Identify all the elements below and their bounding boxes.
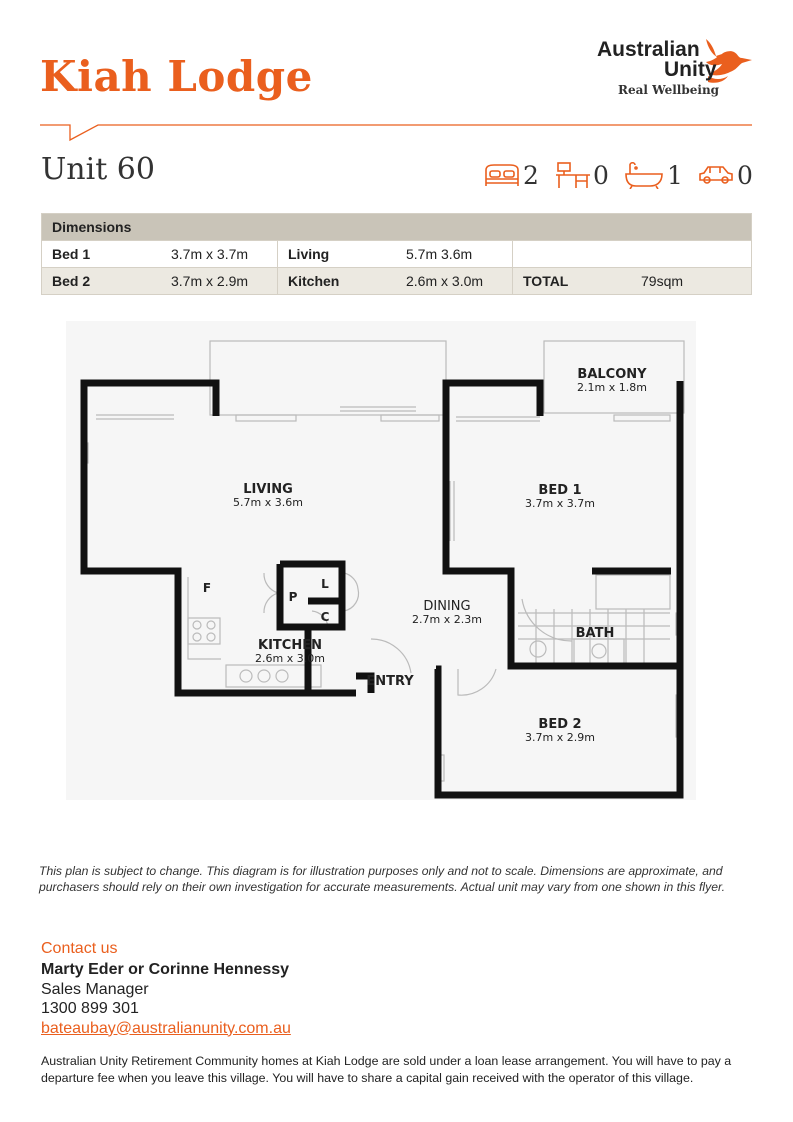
- cell-value: 3.7m x 2.9m: [161, 268, 278, 295]
- bath-icon: [624, 161, 664, 189]
- disclaimer: This plan is subject to change. This diagram is for illustration purposes only and not to scale. Dimensions are approximate, and purchasers should rely on their own investigation for accurate measurements. Actual unit may vary from one shown in this flyer.: [39, 864, 725, 894]
- room-kitchen-size: 2.6m x 3.0m: [255, 652, 325, 665]
- room-balcony-name: BALCONY: [577, 367, 647, 382]
- room-bed1-size: 3.7m x 3.7m: [525, 497, 595, 510]
- floor-plan: [66, 321, 696, 800]
- bed-icon: [484, 162, 520, 188]
- cell-label: TOTAL: [513, 268, 632, 295]
- logo-line-2: Unity: [664, 58, 717, 81]
- room-living-size: 5.7m x 3.6m: [233, 496, 303, 509]
- amenity-parking: [698, 158, 753, 192]
- room-bath-name: BATH: [575, 626, 615, 641]
- fridge-label: F: [202, 581, 212, 595]
- logo-line-1: Australian: [597, 38, 700, 61]
- logo-tagline: Real Wellbeing: [618, 83, 720, 97]
- contact-heading: Contact us: [41, 940, 118, 957]
- amenity-study: [556, 158, 609, 192]
- room-bed2-name: BED 2: [538, 717, 582, 732]
- dimensions-table: [41, 213, 752, 295]
- cell-label: Living: [278, 241, 397, 268]
- car-icon: [698, 163, 734, 187]
- cupboard-label: C: [320, 610, 330, 624]
- room-kitchen-name: KITCHEN: [258, 638, 322, 653]
- page-title: Kiah Lodge: [40, 52, 313, 101]
- table-header-row: [42, 214, 752, 241]
- cell-label: Kitchen: [278, 268, 397, 295]
- bedroom-count: 2: [523, 160, 539, 190]
- room-bed1-name: BED 1: [538, 483, 582, 498]
- contact-role: Sales Manager: [41, 980, 149, 998]
- dimensions-heading: Dimensions: [42, 214, 752, 241]
- cell-value: 5.7m 3.6m: [396, 241, 513, 268]
- table-row: [42, 241, 752, 268]
- parking-count: 0: [737, 160, 753, 190]
- room-dining-name: DINING: [423, 599, 471, 614]
- contact-phone: 1300 899 301: [41, 1000, 139, 1017]
- cell-value: 3.7m x 3.7m: [161, 241, 278, 268]
- header-divider: [40, 118, 754, 144]
- contact-names: Marty Eder or Corinne Hennessy: [41, 961, 290, 978]
- contact-email-link[interactable]: bateaubay@australianunity.com.au: [41, 1019, 291, 1037]
- room-bed2-size: 3.7m x 2.9m: [525, 731, 595, 744]
- cell-value: 2.6m x 3.0m: [396, 268, 513, 295]
- entry-label: ENTRY: [366, 674, 414, 689]
- legal-footer: Australian Unity Retirement Community homes at Kiah Lodge are sold under a loan lease arrangement. You will have to pay a departure fee when you leave this village. You will have to share a capital gain received with the operator of this village.: [41, 1054, 732, 1085]
- room-living-name: LIVING: [243, 482, 293, 497]
- room-balcony-size: 2.1m x 1.8m: [577, 381, 647, 394]
- cell-label: [513, 241, 632, 268]
- pantry-label: P: [288, 590, 298, 604]
- contact-block: [41, 960, 291, 1038]
- cell-label: Bed 1: [42, 241, 162, 268]
- amenity-bedrooms: [484, 158, 539, 192]
- study-count: 0: [593, 160, 609, 190]
- amenity-bathrooms: [624, 158, 683, 192]
- bathroom-count: 1: [667, 160, 683, 190]
- linen-label: L: [321, 577, 329, 591]
- unit-name: Unit 60: [41, 152, 155, 187]
- table-row: [42, 268, 752, 295]
- room-dining-size: 2.7m x 2.3m: [412, 613, 482, 626]
- study-desk-icon: [556, 161, 590, 189]
- cell-value: 79sqm: [631, 268, 752, 295]
- cell-value: [631, 241, 752, 268]
- cell-label: Bed 2: [42, 268, 162, 295]
